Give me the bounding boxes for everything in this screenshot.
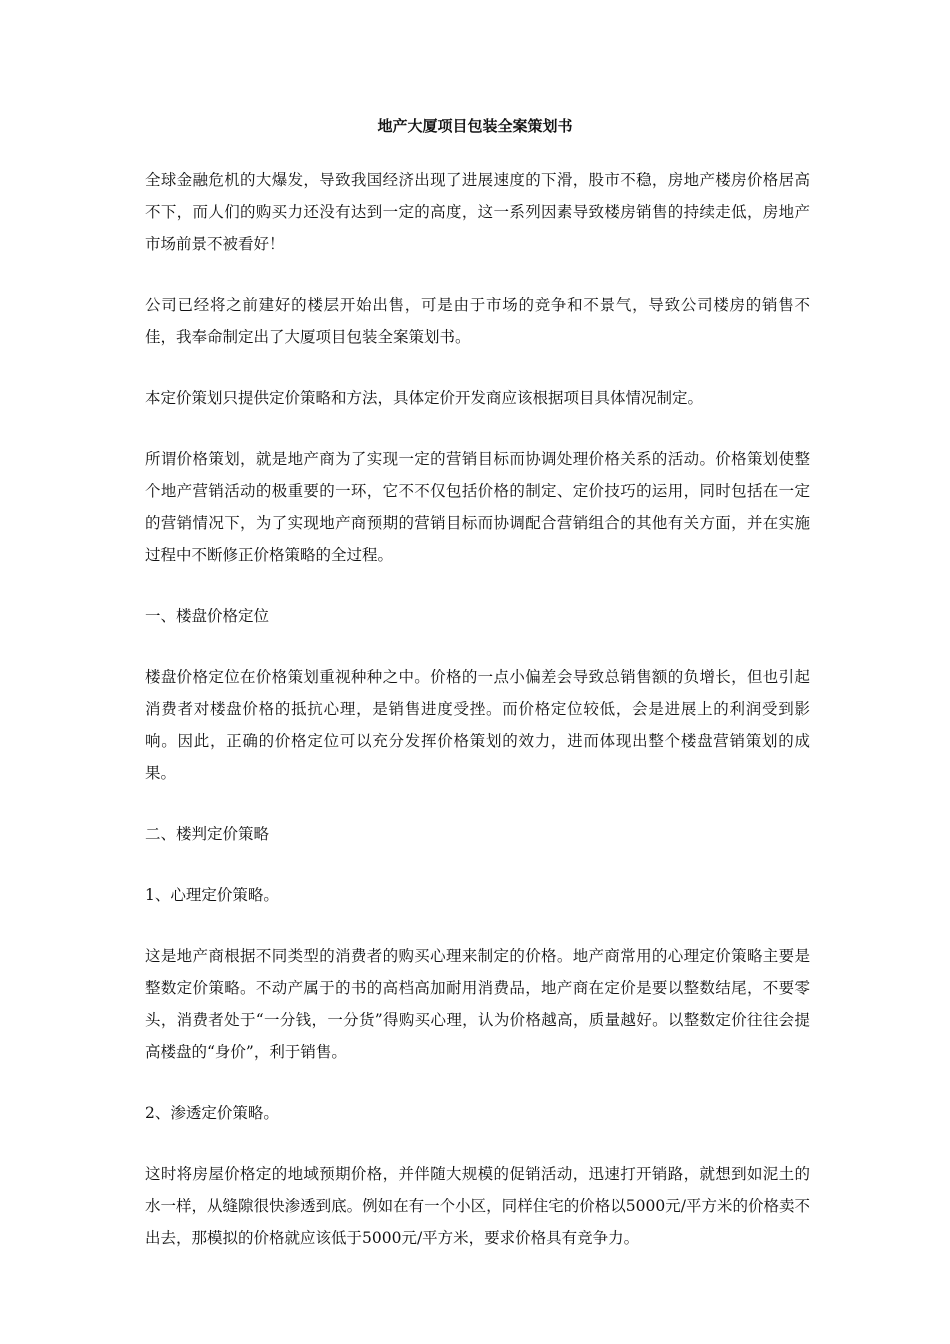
paragraph-psychological-pricing: 这是地产商根据不同类型的消费者的购买心理来制定的价格。地产商常用的心理定价策略主要是整数定价策略。不动产属于的书的高档高加耐用消费品，地产商在定价是要以整数结尾，不要零头，消费者处于“一分钱，一分货”得购买心理，认为价格越高，质量越好。以整数定价往往会提高楼盘的“身价”，利于销售。 [145, 947, 810, 1061]
document-title: 地产大厦项目包装全案策划书 [377, 117, 573, 135]
subsection-heading-1: 1、心理定价策略。 [145, 886, 279, 904]
subsection-heading-2: 2、渗透定价策略。 [145, 1104, 279, 1122]
paragraph-penetration-pricing: 这时将房屋价格定的地域预期价格，并伴随大规模的促销活动，迅速打开销路，就想到如泥土的水一样，从缝隙很快渗透到底。例如在有一个小区，同样住宅的价格以5000元/平方米的价格卖不出去，那模拟的价格就应该低于5000元/平方米，要求价格具有竞争力。 [145, 1165, 810, 1247]
paragraph-intro: 全球金融危机的大爆发，导致我国经济出现了进展速度的下滑，股市不稳，房地产楼房价格居高不下，而人们的购买力还没有达到一定的高度，这一系列因素导致楼房销售的持续走低，房地产市场前景不被看好！ [145, 171, 810, 253]
paragraph-positioning: 楼盘价格定位在价格策划重视种种之中。价格的一点小偏差会导致总销售额的负增长，但也引起消费者对楼盘价格的抵抗心理，是销售进度受挫。而价格定位较低，会是进展上的利润受到影响。因此，正确的价格定位可以充分发挥价格策划的效力，进而体现出整个楼盘营销策划的成果。 [145, 668, 810, 782]
paragraph-background: 公司已经将之前建好的楼层开始出售，可是由于市场的竞争和不景气，导致公司楼房的销售不佳，我奉命制定出了大厦项目包装全案策划书。 [145, 296, 810, 346]
document-body [145, 164, 810, 1283]
paragraph-definition: 所谓价格策划，就是地产商为了实现一定的营销目标而协调处理价格关系的活动。价格策划使整个地产营销活动的极重要的一环，它不不仅包括价格的制定、定价技巧的运用，同时包括在一定的营销情况下，为了实现地产商预期的营销目标而协调配合营销组合的其他有关方面，并在实施过程中不断修正价格策略的全过程。 [145, 450, 810, 564]
section-heading-2: 二、楼判定价策略 [145, 825, 270, 843]
paragraph-scope: 本定价策划只提供定价策略和方法，具体定价开发商应该根据项目具体情况制定。 [145, 389, 704, 407]
section-heading-1: 一、楼盘价格定位 [145, 607, 270, 625]
